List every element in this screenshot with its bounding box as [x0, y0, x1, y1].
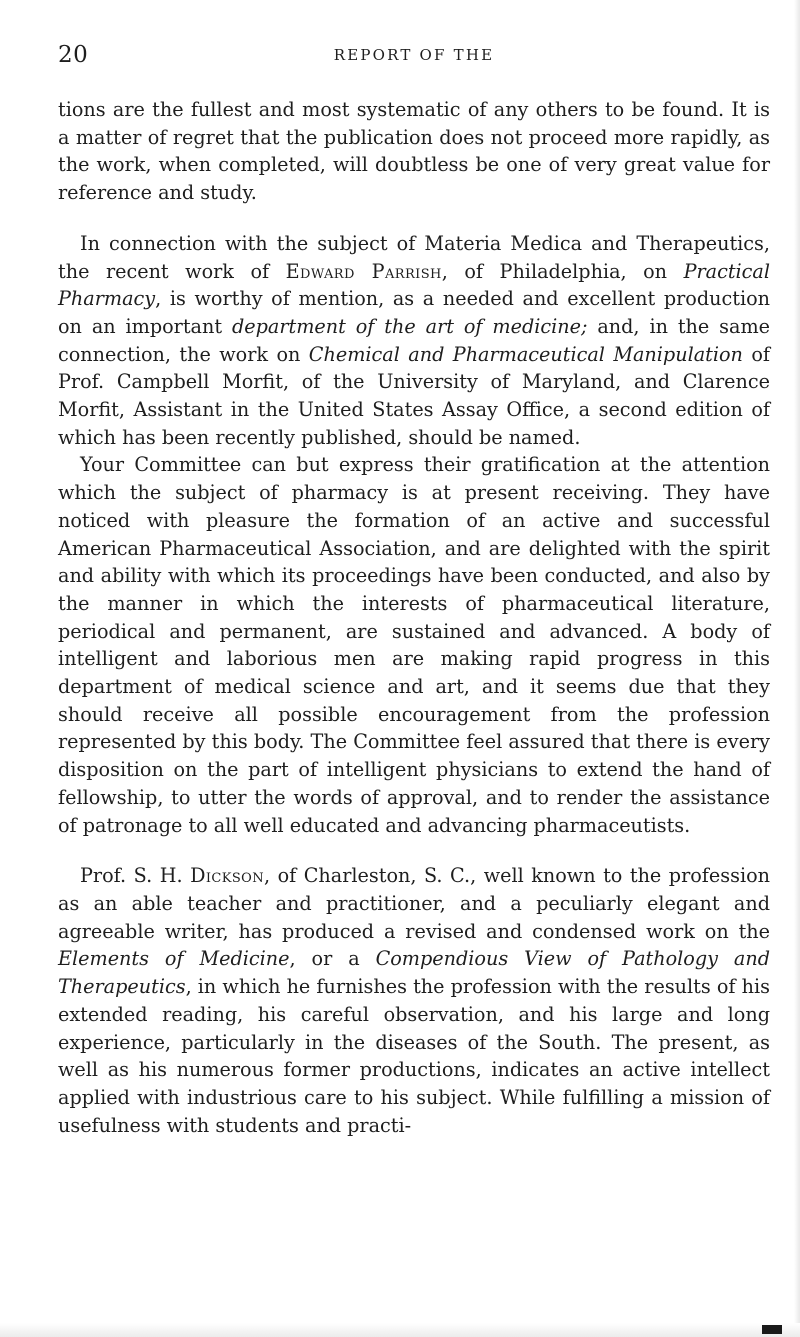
paragraph-3: Your Committee can but express their gratification at the attention which the subject of pharmacy is at present receiving. They have noticed with pleasure the formation of an active and successful American Pharmaceutical Association, and are delighted with the spirit and ability with which its proceedings have been conducted, and also by the manner in which the interests of pharmaceutical literature, periodical and permanent, are sustained and advanced. A body of intelligent and laborious men are making rapid progress in this department of medical science and art, and it seems due that they should receive all possible encouragement from the profession represented by this body. The Committee feel assured that there is every disposition on the part of intelligent physicians to extend the hand of fellowship, to utter the words of approval, and to render the assistance of patronage to all well educated and advancing pharmaceutists. — [58, 453, 770, 837]
paragraph-4 — [58, 862, 770, 1139]
text-run: and, in the same connection, the work on — [58, 314, 771, 366]
italic-phrase: department of the art of medicine; — [231, 314, 588, 338]
page-bottom-shadow — [0, 1323, 800, 1337]
book-title: Compendious View of Pathology and Therapeutics — [58, 947, 770, 999]
text-run: , of Charleston, S. C., well known to the profession as an able teacher and practitioner, and a peculiarly elegant and agreeable writer, has produced a revised and condensed work on the — [58, 864, 770, 943]
text-run: In connection with the subject of Materia Medica and Therapeutics, the recent work of — [58, 231, 770, 283]
author-name: Dickson — [190, 864, 264, 888]
text-run: of Prof. Campbell Morfit, of the University of Maryland, and Clarence Morfit, Assistant in the United States Assay Office, a second edition of which has been recently published, should be named. — [58, 342, 770, 449]
page-header — [58, 42, 770, 72]
paragraph-2 — [58, 230, 770, 452]
document-page — [58, 42, 770, 1139]
book-title: Elements of Medicine — [58, 947, 290, 971]
page-edge-shadow — [794, 0, 800, 1337]
running-title: REPORT OF THE — [333, 46, 495, 64]
text-run: , in which he furnishes the profession with the results of his extended reading, his careful observation, and his large and long experience, particularly in the diseases of the South. The present, as well as his numerous former productions, indicates an active intellect applied with industrious care to his subject. While fulfilling a mission of usefulness with students and practi- — [58, 975, 770, 1137]
scan-corner-mark — [762, 1325, 782, 1334]
book-title: Practical Pharmacy — [58, 259, 770, 311]
author-name: Edward Parrish — [285, 259, 442, 283]
page-number: 20 — [58, 42, 89, 68]
text-run: , of Philadelphia, on — [441, 259, 684, 283]
book-title: Chemical and Pharmaceutical Manipulation — [308, 342, 743, 366]
text-run: Prof. S. H. — [80, 864, 191, 888]
text-run: , or a — [289, 947, 376, 971]
text-run: , is worthy of mention, as a needed and excellent production on an important — [58, 287, 770, 338]
paragraph-1: tions are the fullest and most systematic of any others to be found. It is a matter of regret that the publication does not proceed more rapidly, as the work, when completed, will doubtless be one of very great value for reference and study. — [58, 98, 770, 205]
